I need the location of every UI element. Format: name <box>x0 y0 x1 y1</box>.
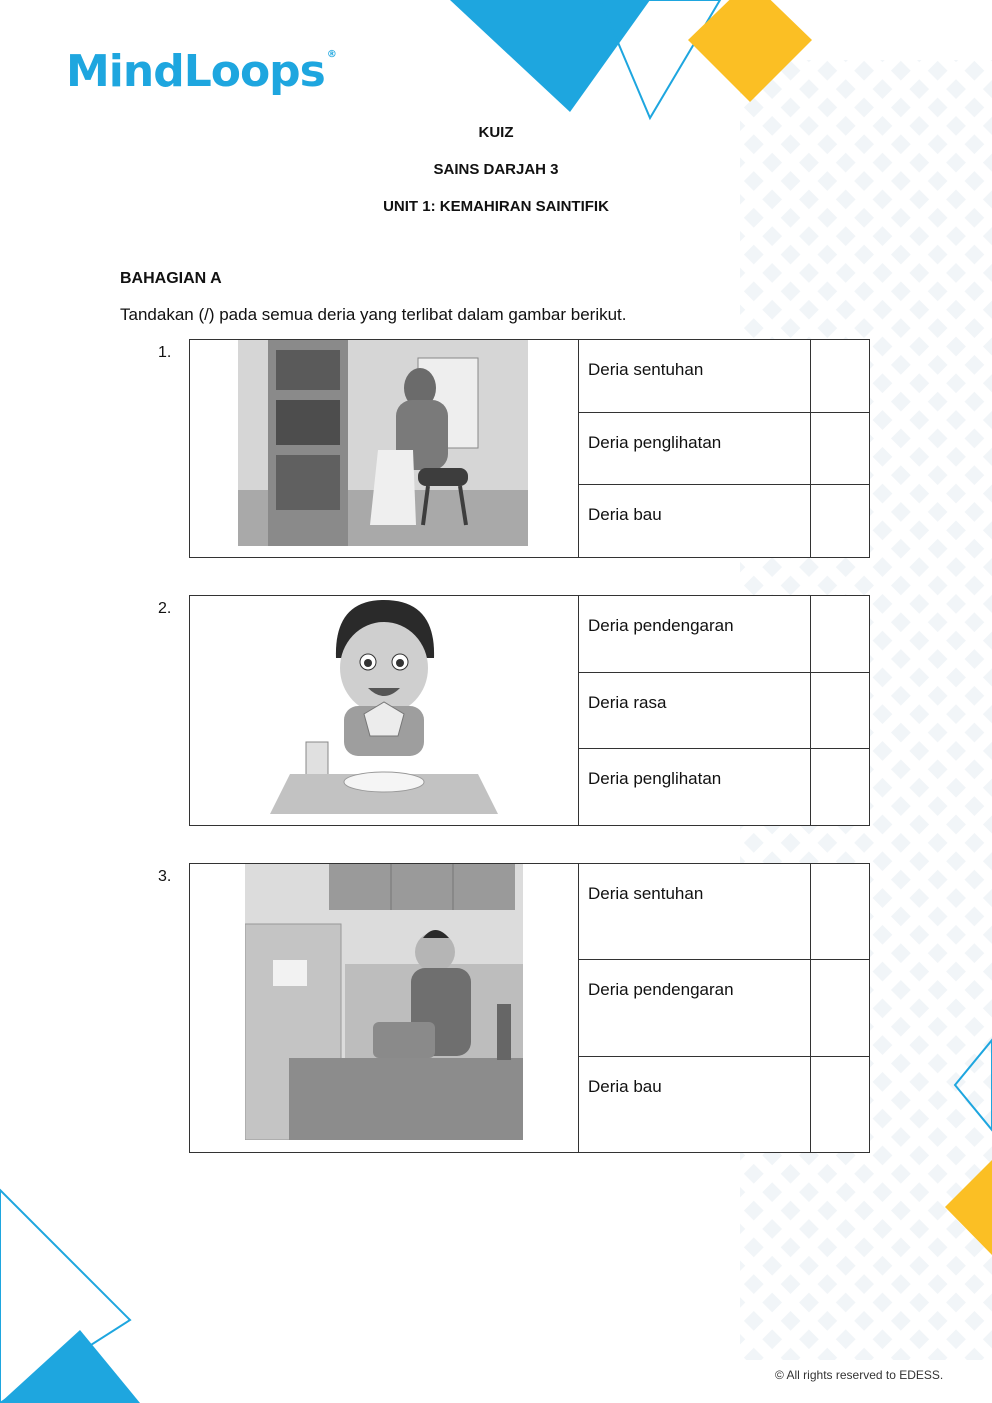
woman-reading-illustration <box>238 340 528 546</box>
option-row <box>579 413 869 486</box>
option-label: Deria pendengaran <box>579 596 811 672</box>
tick-box[interactable] <box>811 485 869 557</box>
tick-box[interactable] <box>811 340 869 412</box>
option-label: Deria penglihatan <box>579 749 811 825</box>
question-2 <box>189 595 870 826</box>
subject-title: SAINS DARJAH 3 <box>433 161 559 178</box>
question-number: 2. <box>158 600 172 617</box>
tick-box[interactable] <box>811 413 869 485</box>
unit-title: UNIT 1: KEMAHIRAN SAINTIFIK <box>383 198 609 215</box>
tick-box[interactable] <box>811 864 869 959</box>
logo-text: MindLoops <box>66 46 325 97</box>
option-label: Deria penglihatan <box>579 413 811 485</box>
option-row <box>579 673 869 750</box>
section-title: BAHAGIAN A <box>120 270 222 287</box>
option-label: Deria sentuhan <box>579 340 811 412</box>
option-row <box>579 596 869 673</box>
question-image <box>190 340 579 557</box>
option-label: Deria bau <box>579 485 811 557</box>
question-image <box>190 864 579 1152</box>
question-1 <box>189 339 870 558</box>
tick-box[interactable] <box>811 673 869 749</box>
option-row <box>579 1057 869 1152</box>
copyright-text: © All rights reserved to EDESS. <box>775 1368 944 1382</box>
mindloops-logo <box>66 46 336 97</box>
options-list <box>579 340 869 557</box>
option-row <box>579 864 869 960</box>
boy-eating-illustration <box>268 596 500 814</box>
option-row <box>579 485 869 557</box>
quiz-title: KUIZ <box>478 124 514 141</box>
question-3 <box>189 863 870 1153</box>
registered-mark: ® <box>326 49 336 60</box>
option-row <box>579 340 869 413</box>
instruction-text: Tandakan (/) pada semua deria yang terlibat dalam gambar berikut. <box>120 305 627 324</box>
options-list <box>579 864 869 1152</box>
option-label: Deria pendengaran <box>579 960 811 1055</box>
option-label: Deria rasa <box>579 673 811 749</box>
option-label: Deria sentuhan <box>579 864 811 959</box>
tick-box[interactable] <box>811 596 869 672</box>
tick-box[interactable] <box>811 1057 869 1152</box>
question-number: 1. <box>158 344 172 361</box>
tick-box[interactable] <box>811 960 869 1055</box>
options-list <box>579 596 869 825</box>
question-image <box>190 596 579 825</box>
option-label: Deria bau <box>579 1057 811 1152</box>
option-row <box>579 749 869 825</box>
question-number: 3. <box>158 868 172 885</box>
man-cooking-illustration <box>245 864 523 1140</box>
tick-box[interactable] <box>811 749 869 825</box>
option-row <box>579 960 869 1056</box>
